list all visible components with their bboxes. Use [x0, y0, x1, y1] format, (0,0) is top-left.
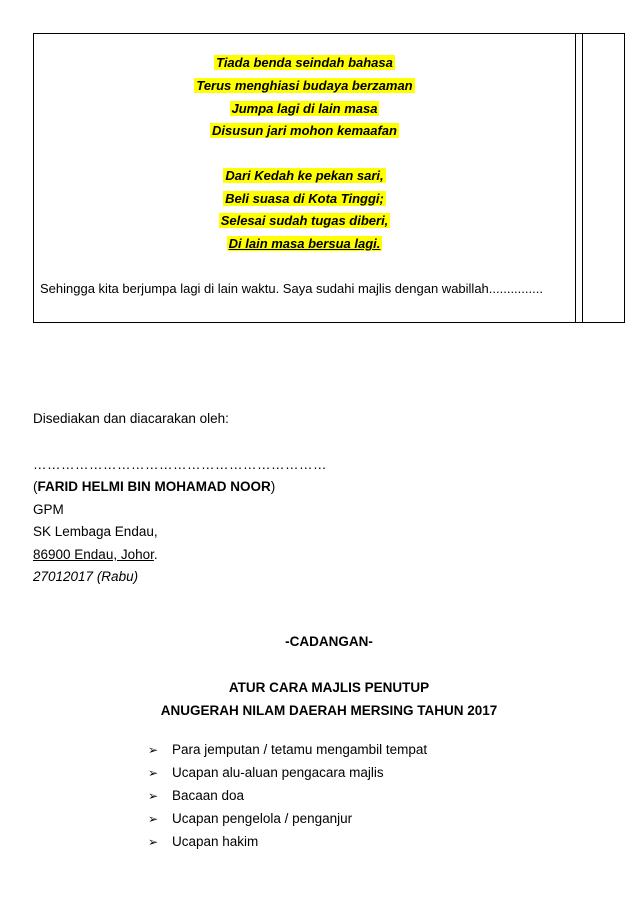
poem-line: Di lain masa bersua lagi.	[228, 236, 381, 251]
proposal-label: -CADANGAN-	[285, 634, 373, 649]
arrow-bullet-icon: ➢	[148, 743, 159, 757]
agenda-list	[148, 742, 427, 857]
signature-line: ………………………………………………………	[33, 457, 327, 472]
programme-title: ATUR CARA MAJLIS PENUTUP	[228, 680, 430, 695]
arrow-bullet-icon: ➢	[148, 812, 159, 826]
signatory-position: GPM	[33, 502, 64, 517]
signatory-name: (FARID HELMI BIN MOHAMAD NOOR)	[33, 479, 276, 494]
agenda-item: ➢ Bacaan doa	[148, 788, 245, 803]
agenda-item: ➢ Para jemputan / tetamu mengambil tempat	[148, 742, 428, 757]
agenda-item: ➢ Ucapan pengelola / penganjur	[148, 811, 353, 826]
poem-line: Terus menghiasi budaya berzaman	[196, 78, 413, 93]
document-table	[33, 33, 625, 323]
arrow-bullet-icon: ➢	[148, 766, 159, 780]
table-column-divider	[582, 34, 583, 322]
document-date: 27012017 (Rabu)	[33, 569, 139, 584]
programme-subtitle: ANUGERAH NILAM DAERAH MERSING TAHUN 2017	[160, 703, 498, 718]
poem-line: Jumpa lagi di lain masa	[231, 101, 378, 116]
school-address: 86900 Endau, Johor.	[33, 547, 158, 562]
arrow-bullet-icon: ➢	[148, 835, 159, 849]
poem-line: Disusun jari mohon kemaafan	[212, 123, 397, 138]
poem-line: Dari Kedah ke pekan sari,	[225, 168, 384, 183]
poem-line: Beli suasa di Kota Tinggi;	[225, 191, 384, 206]
agenda-item: ➢ Ucapan alu-aluan pengacara majlis	[148, 765, 384, 780]
table-column-divider	[575, 34, 576, 322]
closing-text: Sehingga kita berjumpa lagi di lain waktu. Saya sudahi majlis dengan wabillah...............	[40, 281, 543, 296]
arrow-bullet-icon: ➢	[148, 789, 159, 803]
agenda-item: ➢ Ucapan hakim	[148, 834, 259, 849]
poem-line: Tiada benda seindah bahasa	[216, 55, 393, 70]
school-name: SK Lembaga Endau,	[33, 524, 158, 539]
poem-line: Selesai sudah tugas diberi,	[220, 213, 389, 228]
prepared-by-label: Disediakan dan diacarakan oleh:	[33, 411, 229, 426]
